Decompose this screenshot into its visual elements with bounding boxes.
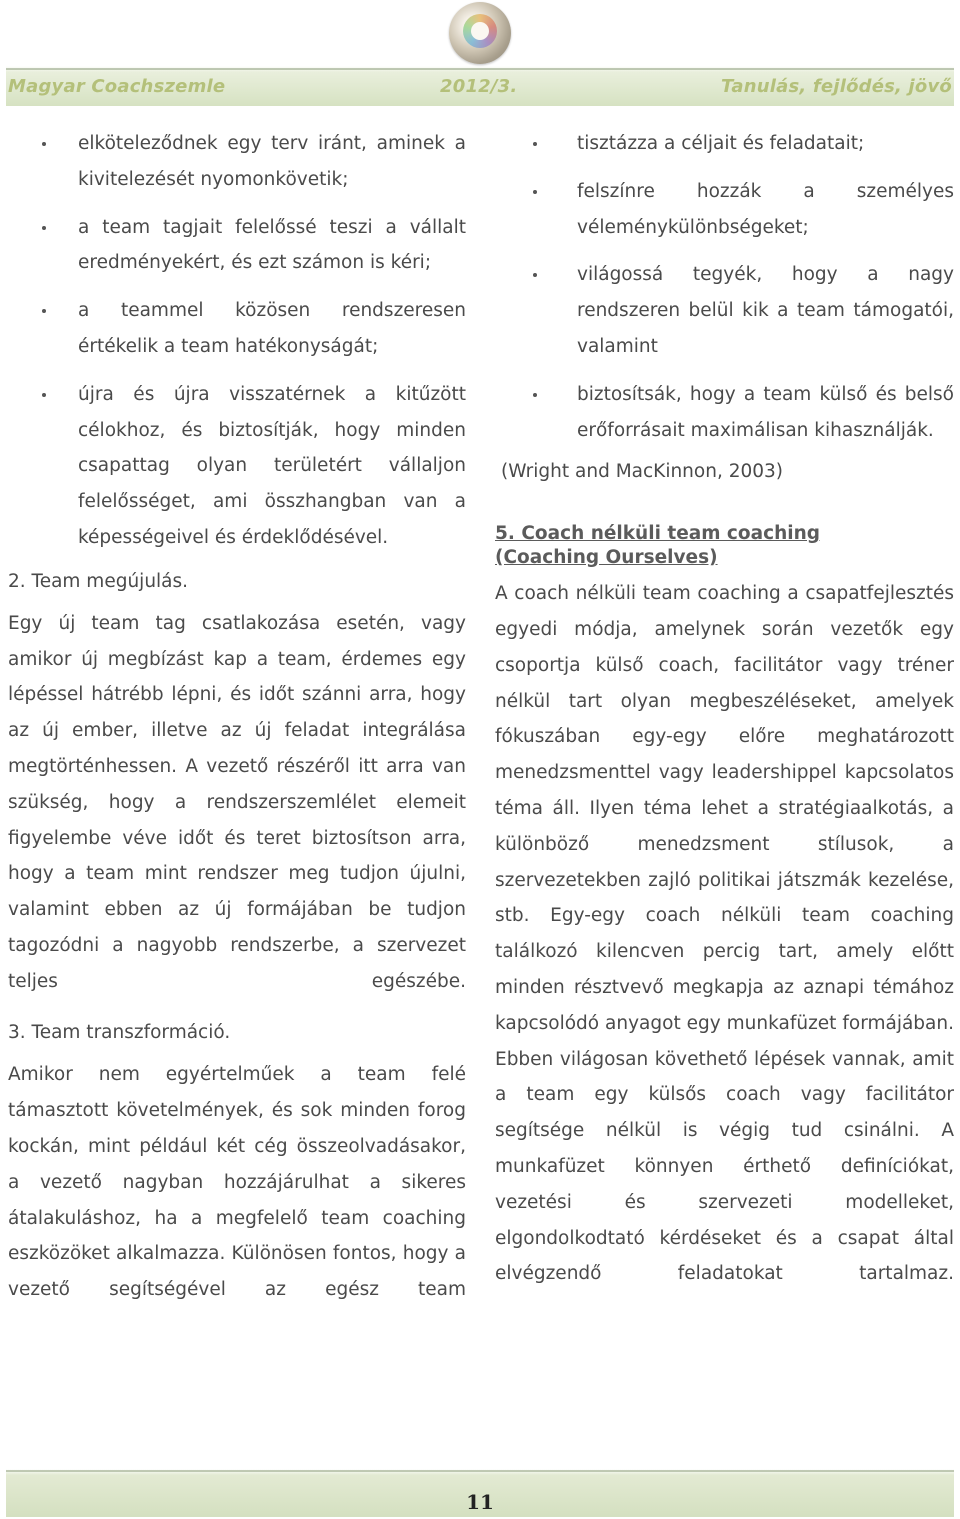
bullet-icon	[533, 273, 537, 277]
issue-number: 2012/3.	[440, 76, 518, 97]
list-item: biztosítsák, hogy a team külső és belső erőforrásait maximálisan kihasználják.	[495, 377, 954, 449]
section-heading-team-renewal: 2. Team megújulás.	[8, 570, 189, 592]
bullet-icon	[42, 309, 46, 313]
right-bullet-list	[495, 126, 954, 448]
section-heading-coach-free	[495, 522, 954, 570]
left-column	[8, 126, 466, 1344]
bullet-icon	[533, 142, 537, 146]
bullet-icon	[42, 393, 46, 397]
bullet-icon	[42, 142, 46, 146]
journal-logo-icon	[449, 2, 511, 64]
list-item: újra és újra visszatérnek a kitűzött célokhoz, és biztosítják, hogy minden csapattag olyan területért vállaljon felelősséget, ami összhangban van a képességeivel és érdeklődésével.	[8, 377, 466, 556]
section-text-team-renewal: Egy új team tag csatlakozása esetén, vagy amikor új megbízást kap a team, érdemes egy lépéssel hátrébb lépni, és időt szánni arra, hogy az új ember, illetve az új feladat integrálása megtörténhessen. A vezető részéről itt arra van szükség, hogy a rendszerszemlélet elemeit figyelembe véve időt és teret biztosítson arra, hogy a team mint rendszer meg tudjon újulni, valamint ebben az új formájában be tudjon tagozódni a nagyobb rendszerbe, a szervezet teljes egészébe.	[8, 612, 466, 992]
section-heading-line: 5. Coach nélküli team coaching	[495, 523, 820, 545]
bullet-icon	[533, 393, 537, 397]
list-item: a teammel közösen rendszeresen értékelik a team hatékonyságát;	[8, 293, 466, 365]
right-column	[495, 126, 954, 1328]
journal-title: Magyar Coachszemle	[8, 76, 226, 97]
page-number: 11	[466, 1490, 494, 1514]
section-text-team-transformation: Amikor nem egyértelműek a team felé támasztott követelmények, és sok minden forog kockán, mint például két cég összeolvadásakor, a vezető nagyban hozzájárulhat a sikeres átalakuláshoz, ha a megfelelő team coaching eszközöket alkalmazza. Különösen fontos, hogy a vezető segítségével az egész team	[8, 1064, 466, 1301]
left-bullet-list	[8, 126, 466, 556]
journal-motto: Tanulás, fejlődés, jövő	[721, 76, 952, 97]
list-item: világossá tegyék, hogy a nagy rendszeren belül kik a team támogatói, valamint	[495, 257, 954, 364]
bullet-icon	[42, 226, 46, 230]
section-heading-line: (Coaching Ourselves)	[495, 547, 718, 569]
list-item: elköteleződnek egy terv iránt, aminek a kivitelezését nyomonkövetik;	[8, 126, 466, 198]
section-heading-team-transformation: 3. Team transzformáció.	[8, 1022, 231, 1044]
list-item: tisztázza a céljait és feladatait;	[495, 126, 954, 162]
section-text-coach-free: A coach nélküli team coaching a csapatfejlesztés egyedi módja, amelynek során vezetők egy csoportja külső coach, facilitátor vagy tréner nélkül tart olyan megbeszéléseket, amelyek fókuszában egy-egy előre meghatározott menedzsmenttel vagy leadershippel kapcsolatos téma áll. Ilyen téma lehet a stratégiaalkotás, a különböző menedzsment stílusok, a szervezetekben zajló politikai játszmák kezelése, stb. Egy-egy coach nélküli team coaching találkozó kilencven percig tart, amely előtt minden résztvevő megkapja az aznapi témához kapcsolódó anyagot egy munkafüzet formájában. Ebben világosan követhető lépések vannak, amit a team egy külsős coach vagy facilitátor segítsége nélkül is végig tud csinálni. A munkafüzet könnyen érthető definíciókat, vezetési és szervezeti modelleket, elgondolkodtató kérdéseket és a csapat által elvégzendő feladatokat tartalmaz.	[495, 583, 954, 1285]
list-item: felszínre hozzák a személyes véleménykülönbségeket;	[495, 174, 954, 246]
citation: (Wright and MacKinnon, 2003)	[501, 461, 784, 483]
list-item: a team tagjait felelőssé teszi a vállalt eredményekért, és ezt számon is kéri;	[8, 210, 466, 282]
bullet-icon	[533, 190, 537, 194]
